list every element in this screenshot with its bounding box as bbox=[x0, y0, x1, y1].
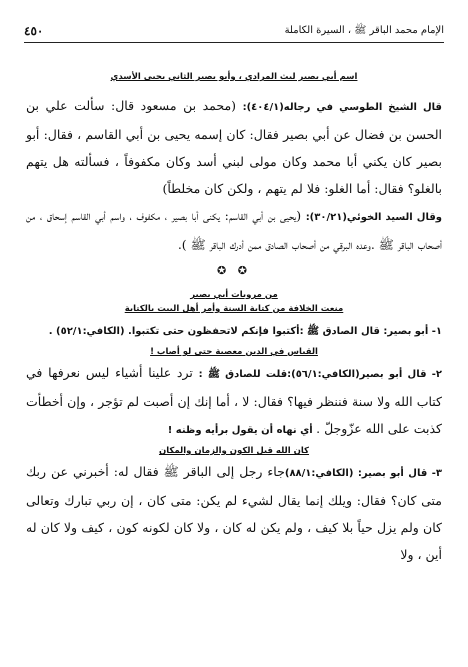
page-number: ٤٥٠ bbox=[24, 24, 44, 38]
hadith-item-3 bbox=[26, 458, 442, 568]
page-header bbox=[24, 20, 444, 43]
paragraph-text: (محمد بن مسعود قال: سألت علي بن الحسن بن فضال عن أبي بصير فقال: كان إسمه يحيى بن أبي القاسم ، فقال: أبو بصير كان يكني أبا محمد وكان مولى لبني أسد وكان مكفوفاً ، فسألته هل يتهم بالغلو؟ فقال: أما الغلو: فلا لم يتهم ، ولكن كان مخلطاً) bbox=[26, 98, 442, 196]
paragraph-text: (يحيى بن أبي القاسم: يكنى أبا بصير ، مكفوف ، واسم أبي القاسم إسحاق ، من أصحاب الباقر ﷺ .وعده البرقي من أصحاب الصادق ممن أدرك الباقر ﷺ ). bbox=[26, 208, 442, 252]
hadith-text: جاء رجل إلى الباقر ﷺ فقال له: أخبرني عن ربك متى كان؟ فقال: ويلك إنما يقال لشيء لم يكن: متى كان ، إن ربي تبارك وتعالى كان ولم يزل حياً بلا كيف ، ولم يكن له كان ، ولا كان لكونه كون ، كيف ولا كان له أين ، ولا bbox=[26, 464, 442, 562]
citation-lead: وقال السيد الخوئي(٣٠/٢١): bbox=[305, 212, 442, 223]
hadith-text: ترد علينا أشياء ليس نعرفها في كتاب الله ولا سنة فننظر فيها؟ فقال: لا ، أما إنك إن أصبت لم تؤجر ، وإن أخطأت كذبت على الله عزّوجلّ . bbox=[26, 365, 442, 436]
hadith-lead: ٣- قال أبو بصير: (الكافي:٨٨/١) bbox=[284, 468, 443, 479]
subheading: منعت الخلافة من كتابة السنة وأمر أهل البيت بالكتابة bbox=[124, 304, 344, 314]
section-heading: اسم أبي بصير ليث المرادي ، وأبو بصير الثاني يحيى الأسدي bbox=[110, 72, 358, 82]
paragraph-tusi bbox=[26, 92, 442, 202]
hadith-lead: ٢- قال أبو بصير(الكافي:٥٦/١):قلت للصادق ﷺ : bbox=[198, 369, 442, 380]
section-heading: من مرويات أبي بصير bbox=[190, 290, 278, 300]
subheading: كان الله قبل الكون والزمان والمكان bbox=[158, 446, 310, 456]
paragraph-khoei bbox=[26, 202, 442, 258]
hadith-note: أي نهاه أن يقول برأيه وظنه ! bbox=[167, 425, 317, 436]
hadith-text: ١- أبو بصير: قال الصادق ﷺ :أكتبوا فإنكم لاتحفظون حتى تكتبوا. (الكافي:٥٢/١) . bbox=[48, 326, 442, 337]
hadith-item-2 bbox=[26, 359, 442, 444]
page-body bbox=[26, 70, 442, 568]
citation-lead: قال الشيخ الطوسي في رجاله(٤٠٤/١): bbox=[242, 102, 442, 113]
subheading: القياس في الدين معصية حتى لو أصاب ! bbox=[150, 347, 318, 357]
hadith-item-1 bbox=[26, 316, 442, 345]
running-title: الإمام محمد الباقر ﷺ ، السيرة الكاملة bbox=[284, 25, 444, 36]
section-divider: ✪ ✪ bbox=[217, 264, 251, 277]
